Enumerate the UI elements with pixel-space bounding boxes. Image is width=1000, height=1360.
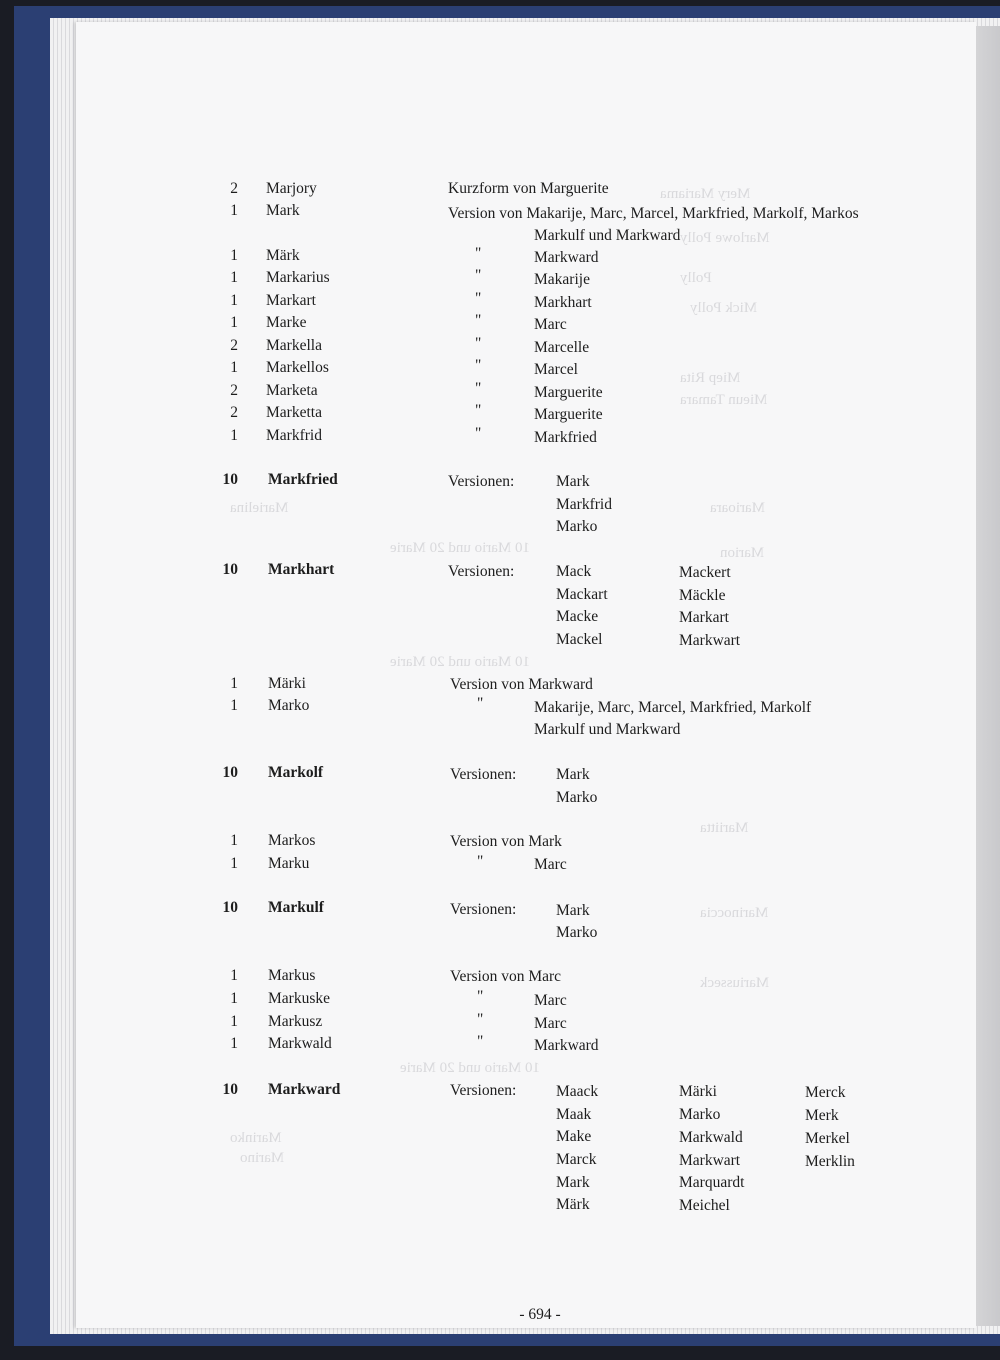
version-item: Mark bbox=[556, 766, 590, 783]
entry-name: Markart bbox=[266, 292, 316, 309]
version-item: Mackel bbox=[556, 631, 603, 648]
version-item: Marko bbox=[679, 1106, 721, 1123]
version-item: Markfrid bbox=[556, 496, 612, 513]
entry-name: Märk bbox=[266, 247, 300, 264]
ditto-mark: " bbox=[475, 267, 482, 284]
entry-count: 1 bbox=[230, 675, 238, 692]
entry-count: 2 bbox=[230, 337, 238, 354]
version-item: Merck bbox=[805, 1084, 846, 1101]
entry-count: 10 bbox=[222, 1081, 238, 1098]
version-item: Mark bbox=[556, 473, 590, 490]
entry-value-continued: Markulf und Markward bbox=[534, 721, 681, 738]
entry-count: 1 bbox=[230, 697, 238, 714]
entry-count: 10 bbox=[222, 561, 238, 578]
entry-info-continued: Markulf und Markward bbox=[534, 227, 681, 244]
version-item: Mack bbox=[556, 563, 592, 580]
entry-name: Marko bbox=[268, 697, 310, 714]
version-item: Merkel bbox=[805, 1130, 850, 1147]
entry-name: Markuske bbox=[268, 990, 330, 1007]
entry-count: 2 bbox=[230, 382, 238, 399]
entry-value: Markfried bbox=[534, 429, 597, 446]
entry-value: Marc bbox=[534, 856, 567, 873]
version-item: Mackert bbox=[679, 564, 731, 581]
entry-value: Marc bbox=[534, 316, 567, 333]
entry-count: 1 bbox=[230, 967, 238, 984]
entry-count: 10 bbox=[222, 764, 238, 781]
version-item: Merk bbox=[805, 1107, 839, 1124]
entry-name: Markos bbox=[268, 832, 316, 849]
entry-name: Markella bbox=[266, 337, 322, 354]
entry-name: Marku bbox=[268, 855, 310, 872]
versions-label: Versionen: bbox=[448, 563, 515, 580]
version-item: Maack bbox=[556, 1083, 599, 1100]
entry-name: Markulf bbox=[268, 899, 324, 916]
version-item: Marko bbox=[556, 789, 598, 806]
entry-name: Markwald bbox=[268, 1035, 332, 1052]
version-item: Mackart bbox=[556, 586, 608, 603]
entry-count: 10 bbox=[222, 471, 238, 488]
version-item: Marquardt bbox=[679, 1174, 745, 1191]
entry-value: Marguerite bbox=[534, 384, 603, 401]
entry-name: Markellos bbox=[266, 359, 329, 376]
entry-name: Markolf bbox=[268, 764, 324, 781]
ditto-mark: " bbox=[475, 402, 482, 419]
entry-name: Markarius bbox=[266, 269, 330, 286]
entry-value: Markward bbox=[534, 1037, 599, 1054]
ditto-mark: " bbox=[477, 1033, 484, 1050]
entry-info: Version von Mark bbox=[450, 833, 562, 850]
entry-value: Marguerite bbox=[534, 406, 603, 423]
ditto-mark: " bbox=[475, 335, 482, 352]
ditto-mark: " bbox=[477, 853, 484, 870]
entry-count: 1 bbox=[230, 359, 238, 376]
entry-count: 10 bbox=[222, 899, 238, 916]
entry-count: 1 bbox=[230, 269, 238, 286]
page-number: - 694 - bbox=[519, 1306, 561, 1323]
versions-label: Versionen: bbox=[450, 766, 517, 783]
entry-name: Markhart bbox=[268, 561, 335, 578]
entry-value: Marcelle bbox=[534, 339, 590, 356]
version-item: Mark bbox=[556, 902, 590, 919]
version-item: Markwald bbox=[679, 1129, 743, 1146]
version-item: Marko bbox=[556, 924, 598, 941]
version-item: Macke bbox=[556, 608, 599, 625]
entry-count: 1 bbox=[230, 1013, 238, 1030]
version-item: Marck bbox=[556, 1151, 597, 1168]
versions-label: Versionen: bbox=[450, 1082, 517, 1099]
entry-count: 2 bbox=[230, 180, 238, 197]
version-item: Mark bbox=[556, 1174, 590, 1191]
version-item: Marko bbox=[556, 518, 598, 535]
entry-name: Marketa bbox=[266, 382, 318, 399]
entry-value: Makarije, Marc, Marcel, Markfried, Markolf bbox=[534, 699, 812, 716]
versions-label: Versionen: bbox=[450, 901, 517, 918]
page-edge-right bbox=[976, 26, 1000, 1326]
entry-count: 1 bbox=[230, 1035, 238, 1052]
entry-value: Markhart bbox=[534, 294, 592, 311]
entry-name: Marjory bbox=[266, 180, 317, 197]
entry-info: Version von Makarije, Marc, Marcel, Markfried, Markolf, Markos bbox=[448, 205, 859, 222]
version-item: Märk bbox=[556, 1196, 590, 1213]
version-item: Markart bbox=[679, 609, 729, 626]
entry-name: Mark bbox=[266, 202, 300, 219]
ditto-mark: " bbox=[475, 245, 482, 262]
entry-count: 1 bbox=[230, 292, 238, 309]
entry-name: Markward bbox=[268, 1081, 341, 1098]
entry-name: Marke bbox=[266, 314, 307, 331]
entry-value: Marc bbox=[534, 1015, 567, 1032]
entry-count: 1 bbox=[230, 832, 238, 849]
entry-count: 1 bbox=[230, 314, 238, 331]
entry-name: Markfrid bbox=[266, 427, 322, 444]
entry-name: Märki bbox=[268, 675, 306, 692]
entry-count: 1 bbox=[230, 855, 238, 872]
version-item: Maak bbox=[556, 1106, 592, 1123]
ditto-mark: " bbox=[477, 1011, 484, 1028]
ditto-mark: " bbox=[475, 312, 482, 329]
entry-value: Marcel bbox=[534, 361, 578, 378]
ditto-mark: " bbox=[475, 357, 482, 374]
version-item: Make bbox=[556, 1128, 592, 1145]
entry-value: Markward bbox=[534, 249, 599, 266]
entry-info: Version von Marc bbox=[450, 968, 562, 985]
entry-count: 1 bbox=[230, 990, 238, 1007]
ditto-mark: " bbox=[477, 695, 484, 712]
entry-info: Version von Markward bbox=[450, 676, 593, 693]
ditto-mark: " bbox=[475, 290, 482, 307]
entry-info: Kurzform von Marguerite bbox=[448, 180, 609, 197]
entry-name: Markfried bbox=[268, 471, 338, 488]
entry-count: 1 bbox=[230, 247, 238, 264]
entry-count: 2 bbox=[230, 404, 238, 421]
version-item: Meichel bbox=[679, 1197, 730, 1214]
entry-count: 1 bbox=[230, 202, 238, 219]
entry-value: Marc bbox=[534, 992, 567, 1009]
version-item: Markwart bbox=[679, 1152, 741, 1169]
ditto-mark: " bbox=[475, 425, 482, 442]
ditto-mark: " bbox=[477, 988, 484, 1005]
entry-value: Makarije bbox=[534, 271, 590, 288]
entry-name: Marketta bbox=[266, 404, 322, 421]
entry-name: Markusz bbox=[268, 1013, 323, 1030]
ditto-mark: " bbox=[475, 380, 482, 397]
entry-count: 1 bbox=[230, 427, 238, 444]
versions-label: Versionen: bbox=[448, 473, 515, 490]
version-item: Markwart bbox=[679, 632, 741, 649]
version-item: Merklin bbox=[805, 1153, 855, 1170]
version-item: Mäckle bbox=[679, 587, 726, 604]
entry-name: Markus bbox=[268, 967, 316, 984]
version-item: Märki bbox=[679, 1083, 717, 1100]
